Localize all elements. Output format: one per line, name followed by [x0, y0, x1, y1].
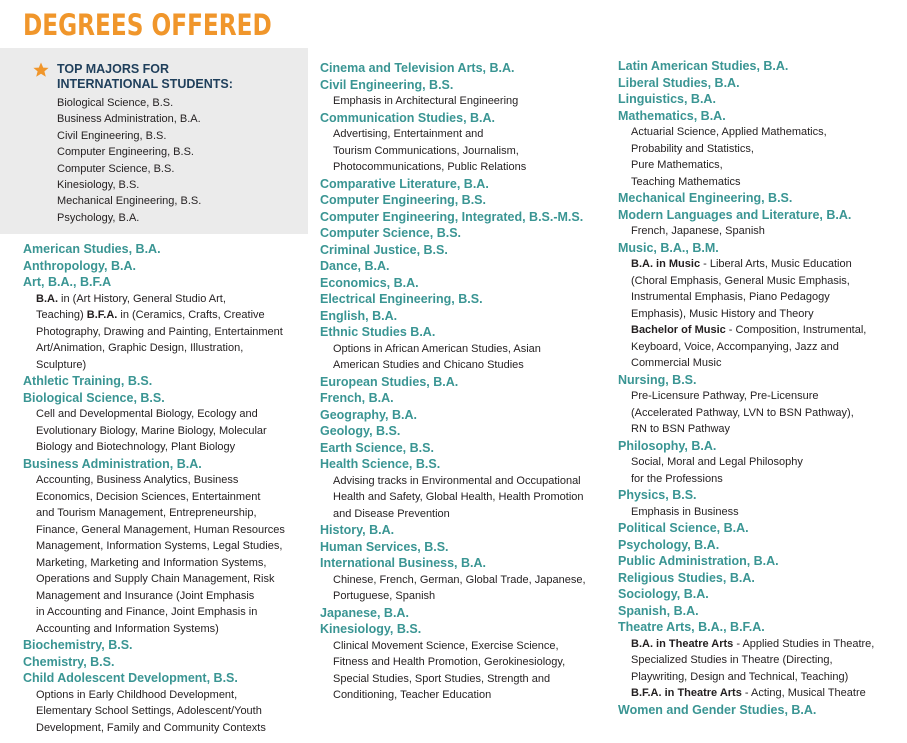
- degree-detail-bold: B.A. in Music: [631, 258, 701, 270]
- degree-detail: Options in African American Studies, Asian: [333, 342, 541, 355]
- degree-detail-bold: Bachelor of Music: [631, 324, 726, 336]
- degree-detail: [23, 291, 285, 308]
- degree-detail: Tourism Communications, Journalism,: [333, 144, 519, 157]
- degree-detail: Art/Animation, Graphic Design, Illustration,: [36, 342, 244, 354]
- degree-detail: Chinese, French, German, Global Trade, Japanese,: [333, 573, 586, 586]
- degree-detail: Advertising, Entertainment and: [333, 128, 484, 140]
- degree-detail: and Disease Prevention: [333, 507, 450, 520]
- degree-detail: and Tourism Management, Entrepreneurship,: [36, 507, 257, 519]
- degree-detail: Playwriting, Design and Technical, Teaching): [631, 670, 849, 683]
- degree-heading: Sociology, B.A.: [618, 587, 709, 601]
- degree-detail: Advising tracks in Environmental and Occupational: [333, 474, 581, 487]
- degree-heading: Athletic Training, B.S.: [23, 374, 153, 388]
- degree-heading: Political Science, B.A.: [618, 521, 749, 535]
- degree-heading: Modern Languages and Literature, B.A.: [618, 207, 852, 222]
- degree-heading: Theatre Arts, B.A., B.F.A.: [618, 620, 765, 634]
- degree-detail: Accounting and Information Systems): [36, 622, 219, 635]
- degree-column-2: [320, 60, 586, 704]
- degree-heading: Geography, B.A.: [320, 407, 418, 422]
- degree-heading: Chemistry, B.S.: [23, 654, 115, 669]
- degree-heading: Computer Science, B.S.: [320, 226, 462, 240]
- degree-heading: Public Administration, B.A.: [618, 554, 779, 568]
- degree-heading: Health Science, B.S.: [320, 457, 441, 471]
- degree-detail: Teaching Mathematics: [631, 175, 741, 188]
- degree-column-3: [618, 58, 874, 718]
- page-title: DEGREES OFFERED: [23, 8, 272, 42]
- degree-detail: Keyboard, Voice, Accompanying, Jazz and: [631, 340, 839, 353]
- top-major-item: Biological Science, B.S.: [57, 97, 174, 109]
- degree-detail-text: in (Ceramics, Crafts, Creative: [117, 309, 265, 321]
- degree-detail: Finance, General Management, Human Resources: [36, 523, 285, 536]
- degree-detail: Economics, Decision Sciences, Entertainment: [36, 490, 261, 503]
- degree-detail: French, Japanese, Spanish: [631, 225, 765, 237]
- degree-detail: Health and Safety, Global Health, Health Promotion: [333, 491, 584, 503]
- top-major-item: Civil Engineering, B.S.: [57, 129, 167, 142]
- degree-heading: Comparative Literature, B.A.: [320, 176, 489, 191]
- degree-detail: Sculpture): [36, 358, 87, 371]
- degree-heading: Religious Studies, B.A.: [618, 570, 755, 585]
- degree-detail-text: in (Art History, General Studio Art,: [58, 292, 226, 305]
- degree-heading: Earth Science, B.S.: [320, 440, 434, 455]
- top-major-item: Kinesiology, B.S.: [57, 178, 140, 191]
- degree-detail: Actuarial Science, Applied Mathematics,: [631, 126, 827, 138]
- degree-column-1: [23, 241, 285, 736]
- degree-detail: [618, 636, 874, 653]
- degree-heading: Liberal Studies, B.A.: [618, 75, 740, 90]
- degree-detail: in Accounting and Finance, Joint Emphasis in: [36, 606, 258, 618]
- degree-heading: Cinema and Television Arts, B.A.: [320, 61, 515, 75]
- degree-detail: Special Studies, Sport Studies, Strength and: [333, 672, 551, 685]
- degree-detail: Pre-Licensure Pathway, Pre-Licensure: [631, 390, 819, 402]
- degree-detail: (Accelerated Pathway, LVN to BSN Pathway),: [631, 406, 854, 419]
- degree-detail: Biology and Biotechnology, Plant Biology: [36, 441, 236, 453]
- top-majors-heading-line2: INTERNATIONAL STUDENTS:: [57, 77, 233, 91]
- degree-heading: Computer Engineering, B.S.: [320, 193, 486, 207]
- degree-heading: Women and Gender Studies, B.A.: [618, 702, 817, 717]
- degree-detail: Emphasis in Business: [631, 505, 739, 518]
- degree-heading: Business Administration, B.A.: [23, 456, 202, 471]
- degree-detail-text: - Liberal Arts, Music Education: [700, 258, 852, 270]
- top-major-item: Business Administration, B.A.: [57, 113, 201, 126]
- degree-detail: American Studies and Chicano Studies: [333, 359, 524, 371]
- degree-heading: Civil Engineering, B.S.: [320, 77, 454, 92]
- degree-detail: RN to BSN Pathway: [631, 423, 731, 435]
- degree-detail: [618, 322, 874, 339]
- degree-heading: French, B.A.: [320, 391, 394, 405]
- degree-detail: [618, 256, 874, 273]
- degree-detail: Fitness and Health Promotion, Gerokinesiology,: [333, 656, 566, 668]
- top-majors-heading: [57, 62, 233, 92]
- degree-detail: (Choral Emphasis, General Music Emphasis,: [631, 274, 850, 287]
- degree-heading: Child Adolescent Development, B.S.: [23, 671, 238, 685]
- degree-heading: Economics, B.A.: [320, 275, 419, 290]
- degree-heading: Biochemistry, B.S.: [23, 638, 133, 652]
- degree-heading: Ethnic Studies B.A.: [320, 325, 436, 339]
- degree-detail-text: - Acting, Musical Theatre: [741, 687, 866, 699]
- degree-heading: Geology, B.S.: [320, 424, 401, 438]
- degree-detail: Commercial Music: [631, 357, 722, 369]
- degree-heading: Japanese, B.A.: [320, 605, 409, 620]
- degree-detail: Emphasis), Music History and Theory: [631, 307, 814, 320]
- degree-heading: Nursing, B.S.: [618, 372, 697, 387]
- degree-detail: Development, Family and Community Contexts: [36, 721, 266, 734]
- degree-heading: Mathematics, B.A.: [618, 108, 726, 123]
- degree-heading: Human Services, B.S.: [320, 539, 449, 554]
- degree-detail: Portuguese, Spanish: [333, 590, 436, 602]
- top-majors-list: [57, 95, 201, 226]
- degree-heading: Physics, B.S.: [618, 488, 697, 502]
- degree-detail-text: - Applied Studies in Theatre,: [733, 637, 875, 650]
- degree-detail: Emphasis in Architectural Engineering: [333, 95, 519, 107]
- degree-detail-bold: B.F.A. in Theatre Arts: [631, 687, 742, 699]
- degree-heading: European Studies, B.A.: [320, 374, 459, 389]
- degree-detail: Accounting, Business Analytics, Business: [36, 474, 239, 486]
- degree-heading: Criminal Justice, B.S.: [320, 242, 448, 257]
- degree-detail: Specialized Studies in Theatre (Directing,: [631, 654, 833, 666]
- top-major-item: Computer Science, B.S.: [57, 162, 175, 175]
- degree-detail-bold: B.A.: [36, 292, 58, 305]
- degree-heading: Dance, B.A.: [320, 259, 390, 273]
- degree-heading: Anthropology, B.A.: [23, 258, 136, 273]
- degree-heading: International Business, B.A.: [320, 556, 487, 570]
- degree-detail-bold: B.F.A.: [86, 309, 118, 321]
- degree-detail: Photocommunications, Public Relations: [333, 161, 527, 173]
- degree-detail: Clinical Movement Science, Exercise Science,: [333, 639, 559, 652]
- degree-heading: History, B.A.: [320, 523, 395, 537]
- degree-detail: for the Professions: [631, 472, 723, 485]
- degree-heading: Biological Science, B.S.: [23, 390, 165, 405]
- degree-detail-text: Teaching): [36, 309, 87, 321]
- degree-detail: Social, Moral and Legal Philosophy: [631, 456, 803, 468]
- degree-detail: Pure Mathematics,: [631, 159, 723, 171]
- degree-heading: Kinesiology, B.S.: [320, 622, 422, 636]
- top-major-item: Mechanical Engineering, B.S.: [57, 195, 202, 208]
- degree-heading: Mechanical Engineering, B.S.: [618, 191, 793, 205]
- degree-heading: Linguistics, B.A.: [618, 92, 716, 106]
- degree-heading: Spanish, B.A.: [618, 603, 699, 618]
- degree-detail: Options in Early Childhood Development,: [36, 688, 238, 701]
- degree-detail: Operations and Supply Chain Management, Risk: [36, 573, 275, 585]
- degree-detail: Probability and Statistics,: [631, 142, 754, 155]
- degree-detail: Management, Information Systems, Legal Studies,: [36, 540, 283, 552]
- degree-detail: Cell and Developmental Biology, Ecology and: [36, 408, 258, 420]
- degree-heading: Electrical Engineering, B.S.: [320, 292, 483, 306]
- degree-heading: Philosophy, B.A.: [618, 438, 717, 453]
- top-major-item: Computer Engineering, B.S.: [57, 146, 194, 159]
- degree-heading: Communication Studies, B.A.: [320, 110, 496, 125]
- top-majors-heading-line1: TOP MAJORS FOR: [57, 62, 170, 76]
- degree-detail-bold: B.A. in Theatre Arts: [631, 637, 734, 650]
- degree-detail: Conditioning, Teacher Education: [333, 689, 492, 701]
- degree-detail: Instrumental Emphasis, Piano Pedagogy: [631, 291, 830, 303]
- degree-detail: Photography, Drawing and Painting, Entertainment: [36, 325, 283, 338]
- degree-detail: Marketing, Marketing and Information Systems,: [36, 556, 267, 569]
- degree-heading: Art, B.A., B.F.A: [23, 275, 112, 289]
- degree-heading: Psychology, B.A.: [618, 537, 720, 552]
- degree-heading: English, B.A.: [320, 308, 398, 323]
- degree-heading: Latin American Studies, B.A.: [618, 59, 789, 73]
- degree-detail: [23, 307, 285, 324]
- degree-detail: Evolutionary Biology, Marine Biology, Molecular: [36, 424, 267, 437]
- degree-heading: Computer Engineering, Integrated, B.S.-M.S.: [320, 209, 584, 224]
- top-major-item: Psychology, B.A.: [57, 211, 140, 224]
- degree-detail: Elementary School Settings, Adolescent/Youth: [36, 705, 262, 717]
- star-icon: [33, 62, 49, 78]
- degree-detail-text: - Composition, Instrumental,: [725, 324, 867, 336]
- degree-detail: [618, 685, 874, 702]
- degree-heading: Music, B.A., B.M.: [618, 240, 719, 255]
- degree-heading: American Studies, B.A.: [23, 242, 161, 256]
- degree-detail: Management and Insurance (Joint Emphasis: [36, 589, 255, 602]
